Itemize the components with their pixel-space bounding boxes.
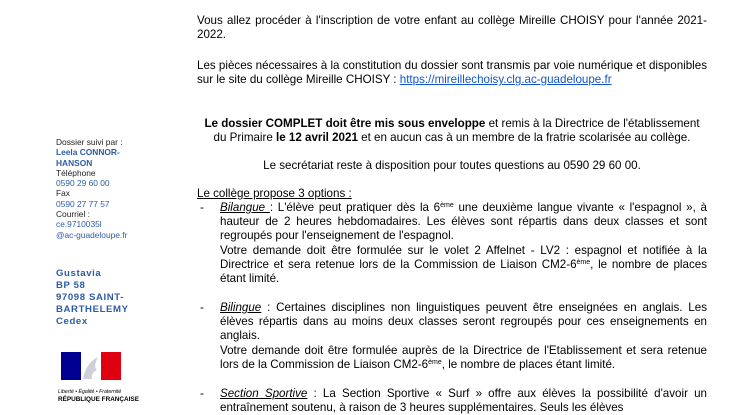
address-line: BP 58 (56, 280, 86, 291)
email-line-1[interactable]: ce.9710035l (56, 219, 102, 230)
option-section-sportive (197, 387, 707, 415)
bullet-dash: - (200, 201, 204, 214)
envelope-paragraph (197, 117, 707, 145)
secretariat-paragraph: Le secrétariat reste à disposition pour toutes questions au 0590 29 60 00. (263, 159, 641, 172)
superscript: ème (440, 202, 454, 209)
bullet-dash: - (200, 301, 204, 314)
option-text: une deuxième langue vivante « l'espagnol », à hauteur de 2 heures hebdomadaires. Les élèves sont répartis dans deux classes et sont regroupés pour l'enseignement de l'espagnol. (220, 201, 707, 243)
envelope-mid-text: et remis à la Directrice de l'établissement du Primaire (213, 117, 700, 145)
phone-value: 0590 29 60 00 (56, 178, 110, 189)
option-bilangue (197, 201, 707, 286)
address-line: Gustavia (56, 268, 102, 279)
address-line: Cedex (56, 316, 88, 327)
address-line: BARTHELEMY (56, 304, 129, 315)
option-title: Bilingue (220, 301, 262, 314)
phone-label: Téléphone (56, 167, 96, 178)
option-body (220, 301, 707, 372)
logo-title: RÉPUBLIQUE FRANÇAISE (58, 396, 139, 403)
contact-name: Leela CONNOR-HANSON (56, 147, 120, 168)
superscript: ème (428, 358, 442, 366)
options-heading: Le collège propose 3 options : (197, 187, 352, 200)
option-text: : L'élève peut pratiquer dès la 6 (269, 201, 441, 214)
envelope-bold-text: Le dossier COMPLET doit être mis sous enveloppe (204, 117, 486, 130)
option-text: : Certaines disciplines non linguistiques peuvent être enseignées en anglais. Les élèves répartis dans au moins deux classes seront regroupés pour ces enseignements en anglais. (220, 301, 707, 343)
college-website-link[interactable]: https://mireillechoisy.clg.ac-guadeloupe.fr (399, 73, 612, 87)
republique-francaise-logo (58, 352, 152, 403)
option-body (220, 201, 707, 286)
marianne-flag-icon (61, 352, 121, 380)
option-text: Votre demande doit être formulée auprès de la Directrice de l'Etablissement et sera retenue lors de la Commission de Liaison CM2-6 (220, 343, 707, 371)
dossier-label: Dossier suivi par : (56, 137, 123, 147)
sidebar (0, 0, 160, 410)
option-bilingue (197, 301, 707, 372)
intro-paragraph: Vous allez procéder à l'inscription de votre enfant au collège Mireille CHOISY pour l'année 2021-2022. (197, 14, 707, 42)
option-text: , le nombre de places étant limité. (441, 357, 616, 371)
fax-label: Fax (56, 188, 70, 199)
option-text: , le nombre de places étant limité. (220, 257, 707, 286)
bullet-dash: - (200, 387, 204, 400)
fax-value: 0590 27 77 57 (56, 198, 110, 209)
option-title: Section Sportive (220, 387, 308, 400)
postal-address (56, 268, 160, 328)
superscript: ème (576, 258, 591, 266)
email-label: Courriel : (56, 209, 90, 220)
option-body (220, 387, 707, 415)
address-line: 97098 SAINT- (56, 292, 124, 303)
envelope-date: le 12 avril 2021 (276, 131, 358, 145)
contact-block (56, 137, 156, 240)
logo-motto: Liberté • Égalité • Fraternité (58, 389, 122, 395)
option-title: Bilangue (220, 201, 270, 214)
envelope-end-text: et en aucun cas à un membre de la fratrie scolarisée au collège. (357, 131, 691, 145)
option-text: : La Section Sportive « Surf » offre aux élèves la possibilité d'avoir un entraînement soutenu, à raison de 3 heures supplémentaires. Seuls les élèves (220, 387, 707, 415)
documents-text: Les pièces nécessaires à la constitution du dossier sont transmis par voie numérique et disponibles sur le site du collège Mireille CHOISY : (197, 59, 707, 87)
documents-paragraph (197, 59, 707, 87)
email-line-2[interactable]: @ac-guadeloupe.fr (56, 229, 128, 240)
option-text: Votre demande doit être formulée sur le volet 2 Affelnet - LV2 : espagnol et notifiée à la Directrice et sera retenue lors de la Commission de Liaison CM2-6 (220, 243, 707, 271)
